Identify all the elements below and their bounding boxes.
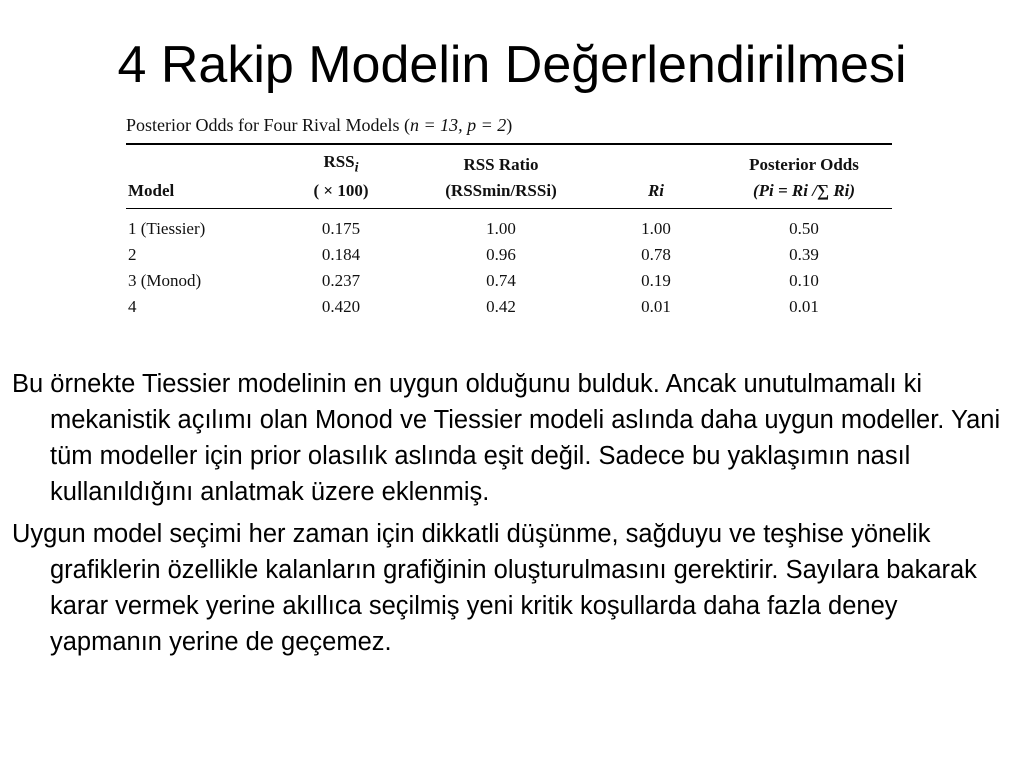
table-cell: 0.420 — [321, 297, 361, 317]
table-caption — [126, 113, 892, 137]
table-header-row-2 — [126, 179, 892, 209]
table-row — [126, 242, 892, 268]
paragraph-model-selection: Uygun model seçimi her zaman için dikkatli düşünme, sağduyu ve teşhise yönelik grafiklerin özellikle kalanların grafiğinin oluşturulmasını gerektirir. Sayılara bakarak karar vermek yerine akıllıca seçilmiş yeni kritik koşullarda daha fazla deney yapmanın yerine de geçemez. — [12, 520, 977, 656]
body-text — [12, 366, 1012, 666]
posterior-odds-table — [126, 143, 892, 320]
header-cell — [126, 144, 276, 179]
header-cell: (RSSmin/RSSi) — [406, 179, 596, 209]
header-rss — [276, 144, 406, 179]
caption-lead: Posterior Odds for Four Rival Models ( — [126, 115, 410, 135]
header-cell — [596, 144, 716, 179]
table-cell: 1.00 — [486, 219, 516, 239]
table-cell: 0.74 — [486, 271, 516, 291]
header-rss-sub: i — [354, 159, 359, 176]
posterior-odds-table-figure — [126, 113, 892, 320]
header-cell: Model — [126, 179, 276, 209]
table-cell: 1.00 — [641, 219, 671, 239]
table-cell: 0.01 — [789, 297, 819, 317]
table-cell: 0.19 — [641, 271, 671, 291]
table-cell: 0.39 — [789, 245, 819, 265]
header-cell: RSS Ratio — [406, 144, 596, 179]
table-cell: 2 — [128, 245, 137, 265]
caption-end: ) — [506, 115, 513, 135]
slide-title: 4 Rakip Modelin Değerlendirilmesi — [117, 36, 907, 94]
header-cell: Posterior Odds — [716, 144, 892, 179]
header-cell: (Pi = Ri /∑ Ri) — [716, 179, 892, 209]
table-cell: 0.96 — [486, 245, 516, 265]
table-cell: 0.184 — [321, 245, 361, 265]
table-cell: 3 (Monod) — [128, 271, 202, 291]
table-cell: 0.175 — [321, 219, 361, 239]
header-cell: Ri — [596, 179, 716, 209]
table-cell: 0.42 — [486, 297, 516, 317]
table-cell: 1 (Tiessier) — [128, 219, 206, 239]
table-cell: 0.78 — [641, 245, 671, 265]
table-cell: 0.01 — [641, 297, 671, 317]
table-cell: 4 — [128, 297, 137, 317]
table-header-row-1 — [126, 144, 892, 179]
paragraph-tiessier-result: Bu örnekte Tiessier modelinin en uygun olduğunu bulduk. Ancak unutulmamalı ki mekanistik açılımı olan Monod ve Tiessier modeli aslında daha uygun modeller. Yani tüm modeller için prior olasılık aslında eşit değil. Sadece bu yaklaşımın nasıl kullanıldığını anlatmak üzere eklenmiş. — [12, 370, 1001, 506]
header-cell: ( × 100) — [276, 179, 406, 209]
header-rss-label: RSS — [323, 152, 355, 171]
caption-params: n = 13, p = 2 — [409, 115, 507, 135]
table-cell: 0.237 — [321, 271, 361, 291]
table-cell: 0.50 — [789, 219, 819, 239]
table-row — [126, 209, 892, 243]
table-cell: 0.10 — [789, 271, 819, 291]
table-row — [126, 294, 892, 320]
table-row — [126, 268, 892, 294]
